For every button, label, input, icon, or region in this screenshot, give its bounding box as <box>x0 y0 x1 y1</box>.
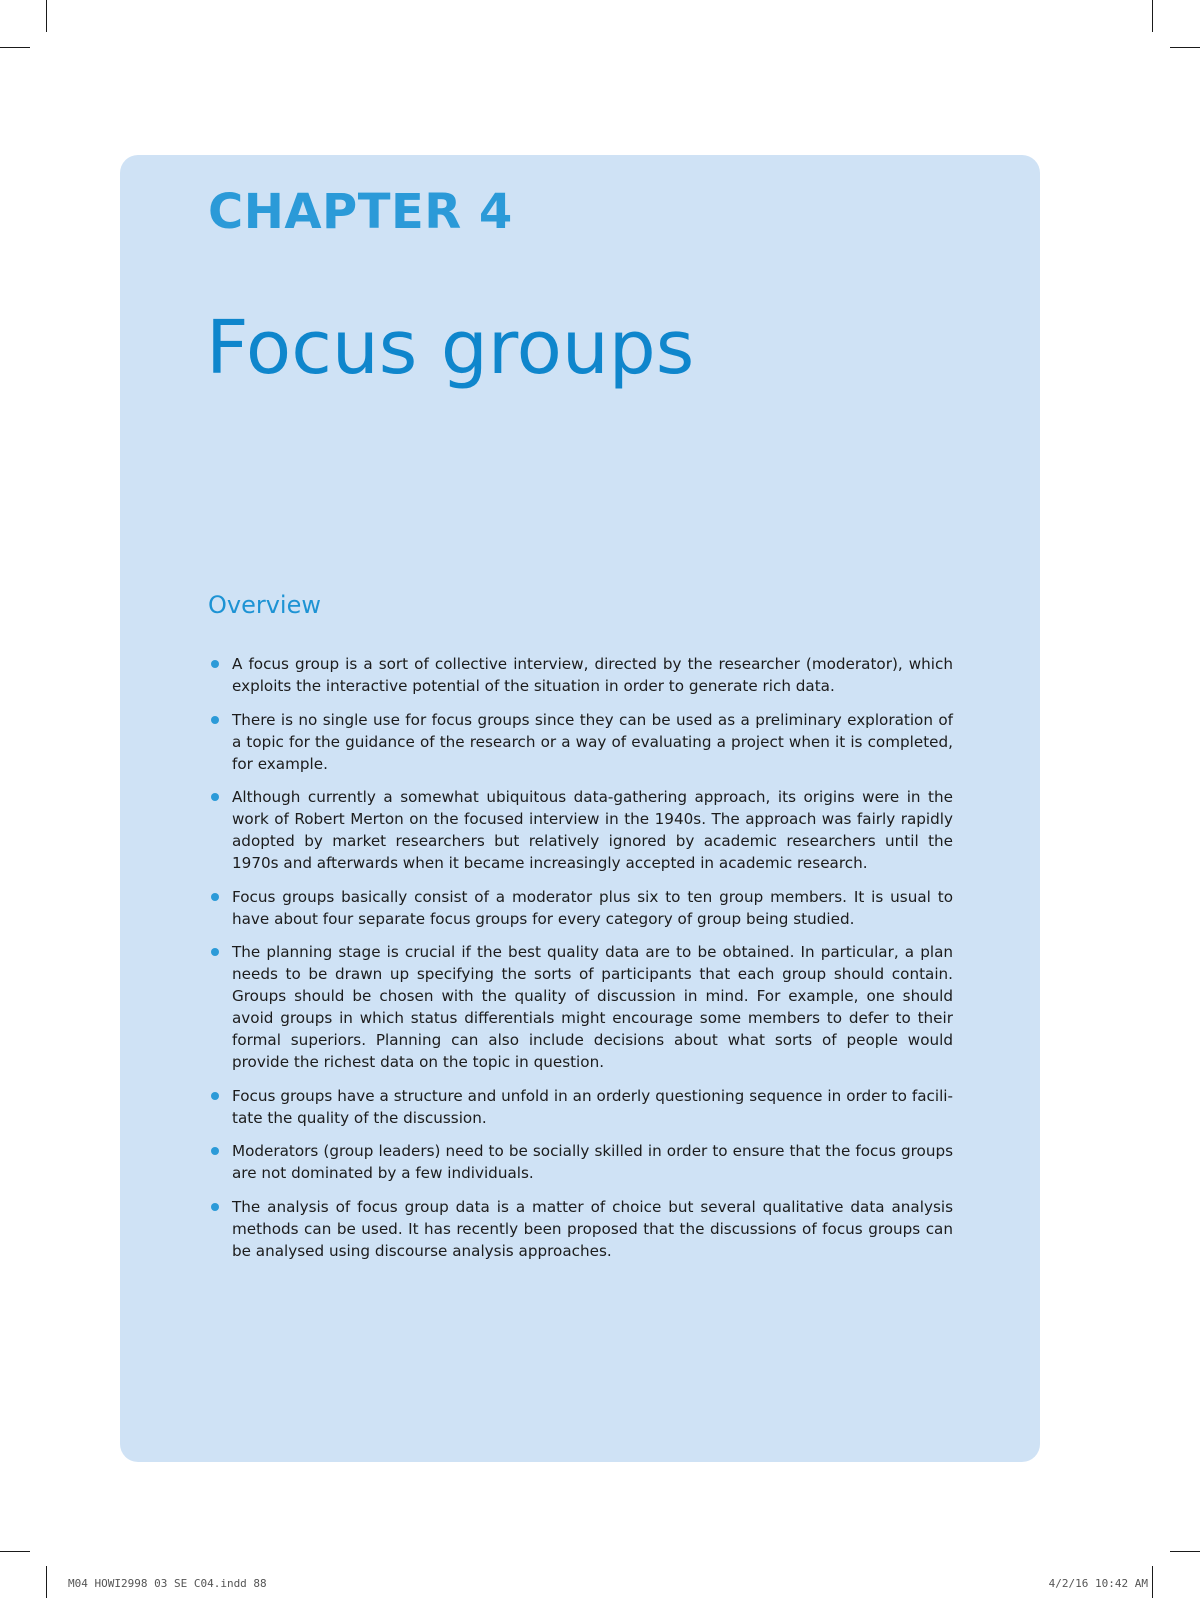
overview-item <box>208 886 953 930</box>
crop-mark-bottom-right-vertical <box>1152 1566 1153 1598</box>
crop-mark-top-right-vertical <box>1152 0 1153 32</box>
overview-item <box>208 1085 953 1129</box>
overview-list <box>208 653 953 1273</box>
bullet-icon <box>211 948 219 956</box>
overview-item-text: There is no single use for focus groups since they can be used as a preliminary exploration of a topic for the guidance of the research or a way of evaluating a project when it is completed, for example. <box>232 710 953 773</box>
overview-item-text: The analysis of focus group data is a matter of choice but several qualitative data analysis methods can be used. It has recently been proposed that the discussions of focus groups can be analysed using discourse analysis approaches. <box>232 1197 953 1260</box>
crop-mark-top-left-horizontal <box>0 47 30 48</box>
bullet-icon <box>211 1147 219 1155</box>
crop-mark-top-left-vertical <box>46 0 47 32</box>
overview-item-text: Although currently a somewhat ubiquitous data-gathering approach, its origins were in the work of Robert Merton on the focused interview in the 1940s. The approach was fairly rapidly adopted by market researchers but relatively ignored by academic researchers until the 1970s and afterwards when it became increasingly accepted in academic research. <box>232 788 953 872</box>
crop-mark-bottom-left-vertical <box>46 1566 47 1598</box>
overview-item <box>208 941 953 1073</box>
overview-item-text: Moderators (group leaders) need to be socially skilled in order to ensure that the focus groups are not dominated by a few individuals. <box>232 1142 953 1182</box>
chapter-number: CHAPTER 4 <box>208 184 513 240</box>
print-slug-timestamp: 4/2/16 10:42 AM <box>1048 1577 1148 1590</box>
overview-item <box>208 653 953 697</box>
bullet-icon <box>211 1092 219 1100</box>
overview-item-text: A focus group is a sort of collective interview, directed by the researcher (moderator), which exploits the interactive potential of the situation in order to generate rich data. <box>232 655 953 695</box>
overview-item-text: Focus groups basically consist of a moderator plus six to ten group members. It is usual to have about four separate focus groups for every category of group being studied. <box>232 887 953 928</box>
overview-item-text: Focus groups have a structure and unfold in an orderly questioning sequence in order to facili-tate the quality of the discussion. <box>232 1086 953 1127</box>
crop-mark-bottom-right-horizontal <box>1170 1551 1200 1552</box>
bullet-icon <box>211 793 219 801</box>
bullet-icon <box>211 716 219 724</box>
overview-item <box>208 1140 953 1184</box>
chapter-title: Focus groups <box>206 305 695 391</box>
overview-item <box>208 786 953 874</box>
overview-item <box>208 709 953 775</box>
overview-heading: Overview <box>208 591 321 619</box>
overview-item <box>208 1196 953 1262</box>
crop-mark-bottom-left-horizontal <box>0 1551 30 1552</box>
overview-item-text: The planning stage is crucial if the best quality data are to be obtained. In particular, a plan needs to be drawn up specifying the sorts of participants that each group should contain. Groups should be chosen with the quality of discussion in mind. For example, one should avoid groups in which status differentials might encourage some members to defer to their formal superiors. Planning can also include decisions about what sorts of people would provide the richest data on the topic in question. <box>232 943 953 1071</box>
print-slug-filename: M04 HOWI2998 03 SE C04.indd 88 <box>68 1577 267 1590</box>
bullet-icon <box>211 893 219 901</box>
bullet-icon <box>211 1203 219 1211</box>
bullet-icon <box>211 660 219 668</box>
crop-mark-top-right-horizontal <box>1170 47 1200 48</box>
